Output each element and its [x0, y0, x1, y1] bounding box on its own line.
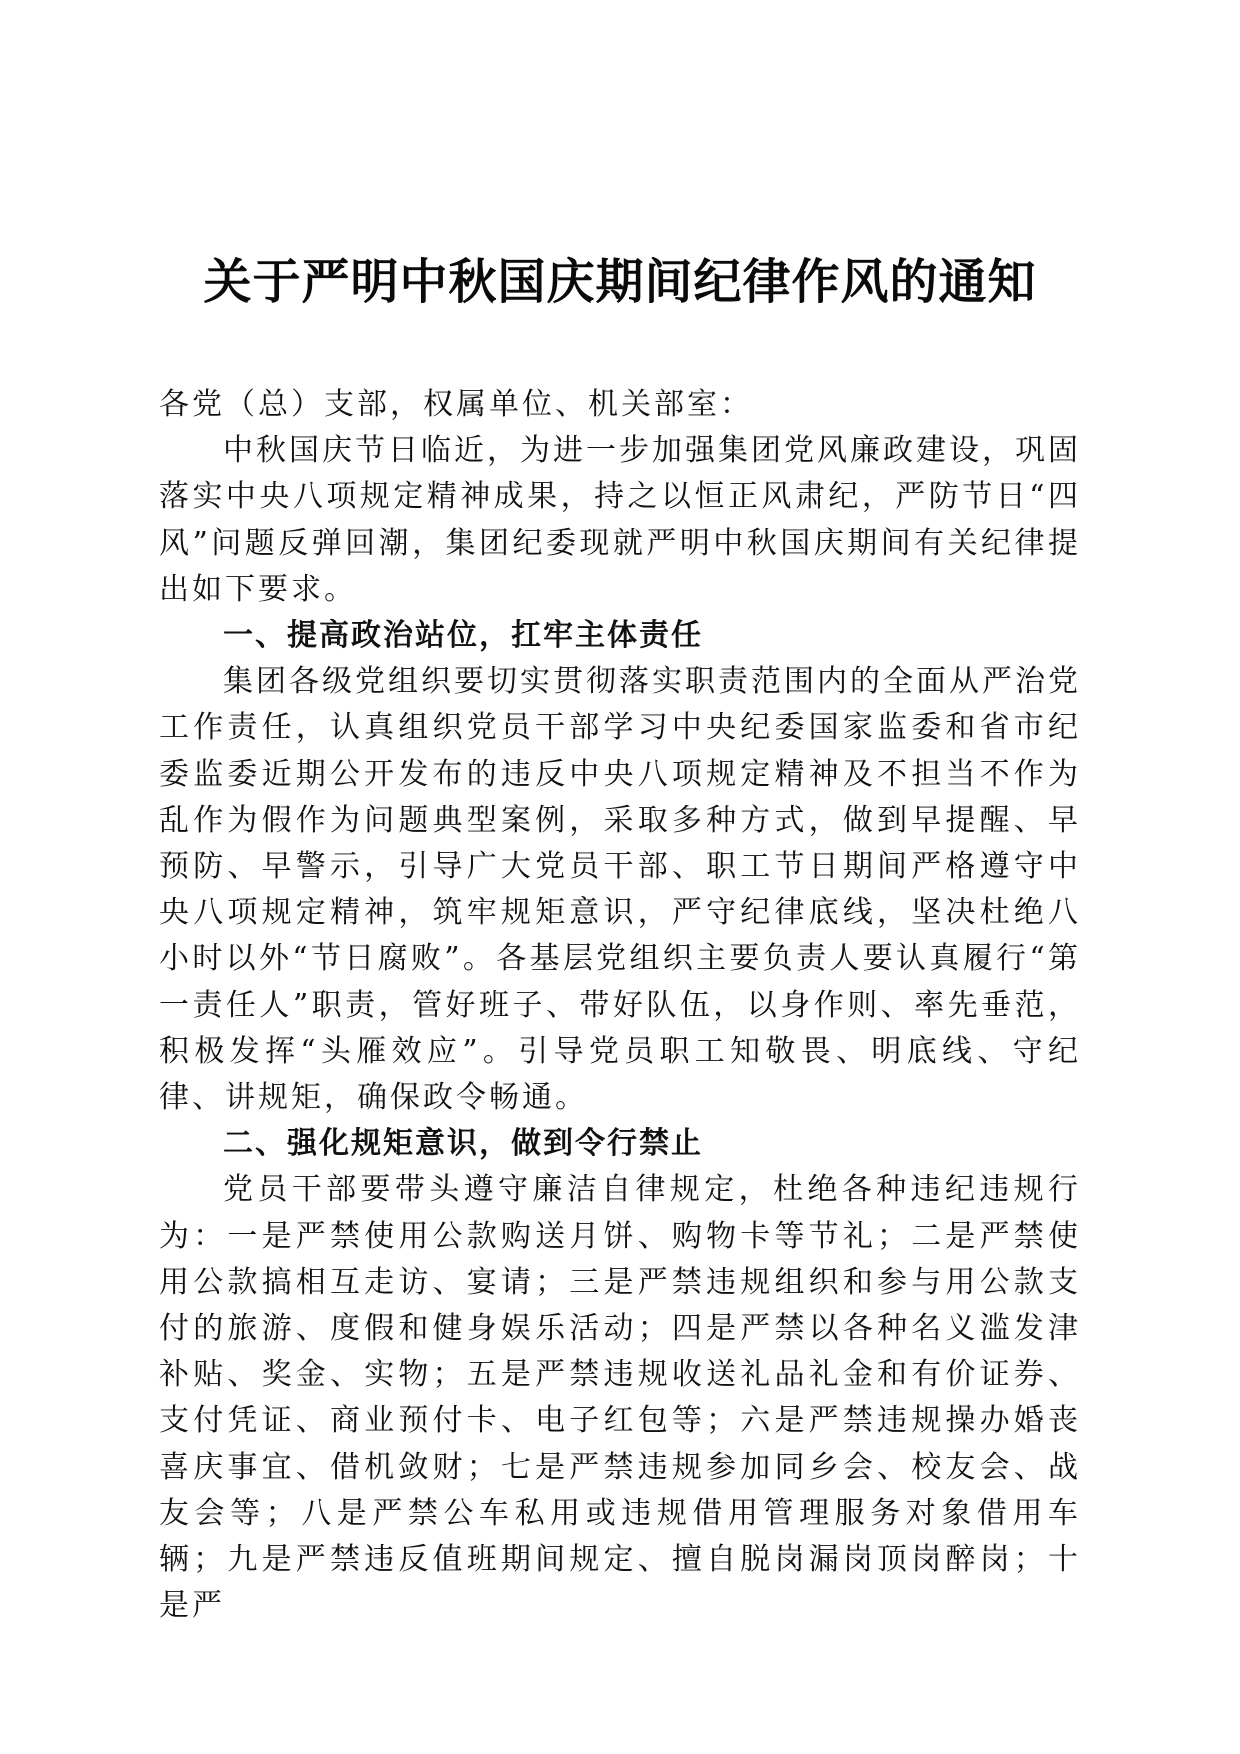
intro-paragraph: 中秋国庆节日临近，为进一步加强集团党风廉政建设，巩固落实中央八项规定精神成果，持之以恒正风肃纪，严防节日“四风”问题反弹回潮，集团纪委现就严明中秋国庆期间有关纪律提出如下要求。 — [159, 433, 1081, 607]
salutation: 各党（总）支部，权属单位、机关部室： — [159, 387, 753, 422]
section-heading-1: 一、提高政治站位，扛牢主体责任 — [223, 618, 703, 654]
section-paragraph-1: 集团各级党组织要切实贯彻落实职责范围内的全面从严治党工作责任，认真组织党员干部学习中央纪委国家监委和省市纪委监委近期公开发布的违反中央八项规定精神及不担当不作为乱作为假作为问题典型案例，采取多种方式，做到早提醒、早预防、早警示，引导广大党员干部、职工节日期间严格遵守中央八项规定精神，筑牢规矩意识，严守纪律底线，坚决杜绝八小时以外“节日腐败”。各基层党组织主要负责人要认真履行“第一责任人”职责，管好班子、带好队伍，以身作则、率先垂范，积极发挥“头雁效应”。引导党员职工知敬畏、明底线、守纪律、讲规矩，确保政令畅通。 — [159, 664, 1081, 1116]
section-paragraph-2: 党员干部要带头遵守廉洁自律规定，杜绝各种违纪违规行为：一是严禁使用公款购送月饼、购物卡等节礼；二是严禁使用公款搞相互走访、宴请；三是严禁违规组织和参与用公款支付的旅游、度假和健身娱乐活动；四是严禁以各种名义滥发津补贴、奖金、实物；五是严禁违规收送礼品礼金和有价证券、支付凭证、商业预付卡、电子红包等；六是严禁违规操办婚丧喜庆事宜、借机敛财；七是严禁违规参加同乡会、校友会、战友会等；八是严禁公车私用或违规借用管理服务对象借用车辆；九是严禁违反值班期间规定、擅自脱岗漏岗顶岗醉岗；十是严 — [159, 1172, 1081, 1624]
document-body — [159, 382, 1081, 1629]
section-heading-2: 二、强化规矩意识，做到令行禁止 — [223, 1126, 703, 1162]
document-title: 关于严明中秋国庆期间纪律作风的通知 — [203, 254, 1037, 310]
